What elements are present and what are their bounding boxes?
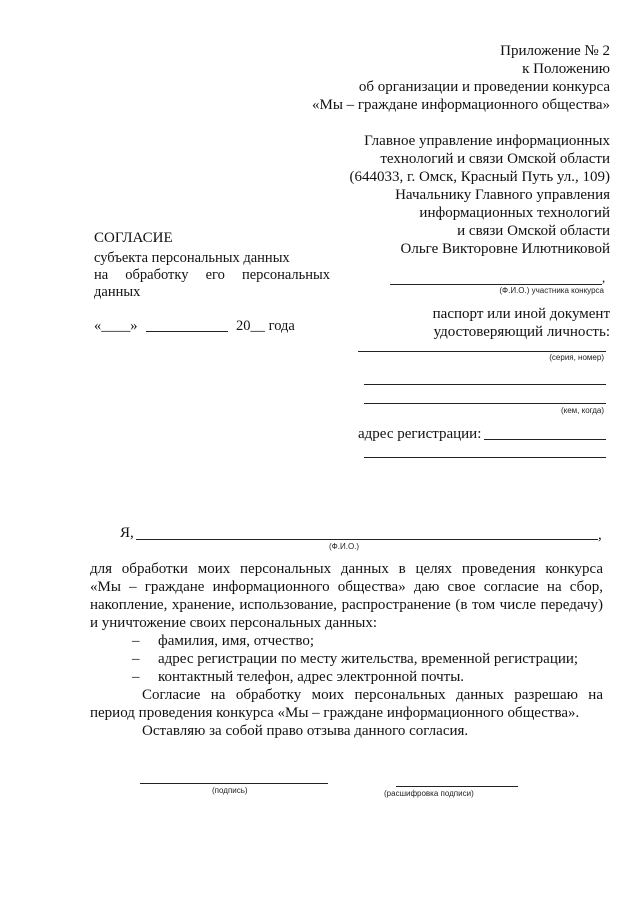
list-item-label: адрес регистрации по месту жительства, временной регистрации; xyxy=(158,651,579,667)
participant-fio-line[interactable] xyxy=(390,284,602,285)
consent-subtitle-2: на обработку его персональных xyxy=(94,267,330,283)
date-year: 20__ года xyxy=(236,318,295,334)
address-line-1[interactable] xyxy=(484,439,606,440)
addressee-line-7: Ольге Викторовне Илютниковой xyxy=(400,241,610,257)
participant-fio-comma: , xyxy=(602,270,606,285)
body-fio-comma: , xyxy=(598,527,602,543)
list-item-label: фамилия, имя, отчество; xyxy=(158,633,315,649)
appendix-line-4: «Мы – граждане информационного общества» xyxy=(311,97,610,113)
addressee-line-6: и связи Омской области xyxy=(457,223,610,239)
appendix-line-3: об организации и проведении конкурса xyxy=(358,79,610,95)
signature-line[interactable] xyxy=(140,783,328,784)
dash-bullet: – xyxy=(132,651,140,667)
paragraph-1-line-3: накопление, хранение, использование, распространение (в том числе передачу) xyxy=(90,597,603,613)
passport-label-1: паспорт или иной документ xyxy=(432,306,610,322)
signature-caption: (подпись) xyxy=(212,786,248,795)
passport-series-line[interactable] xyxy=(358,351,606,352)
addressee-line-1: Главное управление информационных xyxy=(364,133,610,149)
body-fio-line[interactable] xyxy=(136,539,598,540)
signature-decoding-line[interactable] xyxy=(396,786,518,787)
dash-bullet: – xyxy=(132,669,140,685)
passport-issued-caption: (кем, когда) xyxy=(560,406,604,415)
date-month-line[interactable] xyxy=(146,331,228,332)
paragraph-3: Оставляю за собой право отзыва данного согласия. xyxy=(142,723,469,739)
addressee-line-3: (644033, г. Омск, Красный Путь ул., 109) xyxy=(349,169,610,185)
consent-subtitle-1: субъекта персональных данных xyxy=(94,250,290,266)
passport-issued-line-1[interactable] xyxy=(364,384,606,385)
signature-decoding-caption: (расшифровка подписи) xyxy=(384,789,474,798)
addressee-line-2: технологий и связи Омской области xyxy=(380,151,610,167)
paragraph-1-line-4: и уничтожение своих персональных данных: xyxy=(90,615,377,631)
participant-fio-caption: (Ф.И.О.) участника конкурса xyxy=(499,286,604,295)
i-label: Я, xyxy=(120,525,134,541)
passport-series-caption: (серия, номер) xyxy=(549,353,604,362)
consent-title: СОГЛАСИЕ xyxy=(94,230,173,246)
address-line-2[interactable] xyxy=(364,457,606,458)
body-fio-caption: (Ф.И.О.) xyxy=(329,542,360,551)
passport-label-2: удостоверяющий личность: xyxy=(433,324,610,340)
list-item-label: контактный телефон, адрес электронной почты. xyxy=(158,669,465,685)
appendix-line-1: Приложение № 2 xyxy=(500,43,610,59)
paragraph-2-line-2: период проведения конкурса «Мы – граждане информационного общества». xyxy=(90,705,580,721)
paragraph-1-line-2: «Мы – граждане информационного общества» даю свое согласие на сбор, xyxy=(90,579,603,595)
consent-subtitle-3: данных xyxy=(94,284,141,300)
paragraph-2-line-1: Согласие на обработку моих персональных данных разрешаю на xyxy=(142,687,603,703)
dash-bullet: – xyxy=(132,633,140,649)
appendix-line-2: к Положению xyxy=(522,61,610,77)
date-day-field[interactable]: «____» xyxy=(94,318,138,334)
paragraph-1-line-1: для обработки моих персональных данных в целях проведения конкурса xyxy=(90,561,603,577)
addressee-line-5: информационных технологий xyxy=(419,205,610,221)
address-label: адрес регистрации: xyxy=(358,426,482,442)
addressee-line-4: Начальнику Главного управления xyxy=(395,187,610,203)
passport-issued-line-2[interactable] xyxy=(364,403,606,404)
